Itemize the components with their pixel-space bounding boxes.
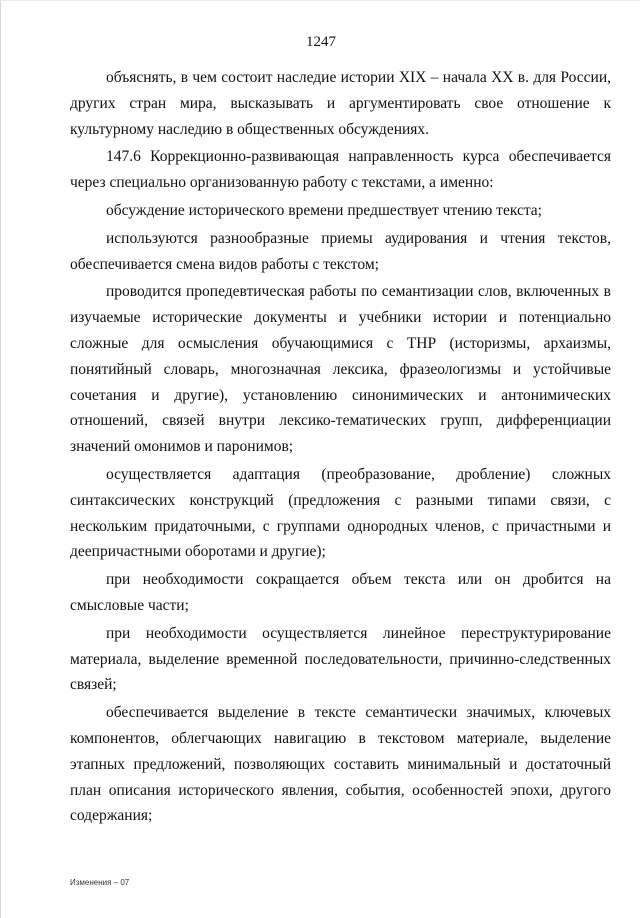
paragraph-item: при необходимости осуществляется линейное переструктурирование материала, выделение временной последовательности, причинно-следственных связей; [70,624,611,694]
document-body [70,65,611,829]
paragraph-item: используются разнообразные приемы аудирования и чтения текстов, обеспечивается смена видов работы с текстом; [70,229,611,273]
page-number: 1247 [306,34,336,50]
paragraph-continuation: объяснять, в чем состоит наследие истории XIX – начала XX в. для России, других стран мира, высказывать и аргументировать свое отношение к культурному наследию в общественных обсуждениях. [70,69,611,138]
paragraph-item: обсуждение исторического времени предшествует чтению текста; [106,201,542,219]
paragraph-item: проводится пропедевтическая работы по семантизации слов, включенных в изучаемые исторические документы и учебники истории и потенциально сложные для осмысления обучающимися с ТНР (историзмы, архаизмы, понятийный словарь, многозначная лексика, фразеологизмы и устойчивые сочетания и другие), установлению синонимических и антонимических отношений, связей внутри лексико-тематических групп, дифференциации значений омонимов и паронимов; [70,283,611,456]
paragraph-item: при необходимости сокращается объем текста или он дробится на смысловые части; [70,571,611,614]
footer-revision-note: Изменения – 07 [70,878,130,887]
paragraph-item: осуществляется адаптация (преобразование, дробление) сложных синтаксических конструкций (предложения с разными типами связи, с нескольким придаточными, с группами однородных членов, с причастными и деепричастными оборотами и другие); [70,465,611,561]
paragraph-item: обеспечивается выделение в тексте семантически значимых, ключевых компонентов, облегчающих навигацию в текстовом материале, выделение этапных предложений, позволяющих составить минимальный и достаточный план описания исторического явления, события, особенностей эпохи, другого содержания; [70,704,611,825]
paragraph-section-147-6: 147.6 Коррекционно-развивающая направленность курса обеспечивается через специально организованную работу с текстами, а именно: [70,148,611,192]
